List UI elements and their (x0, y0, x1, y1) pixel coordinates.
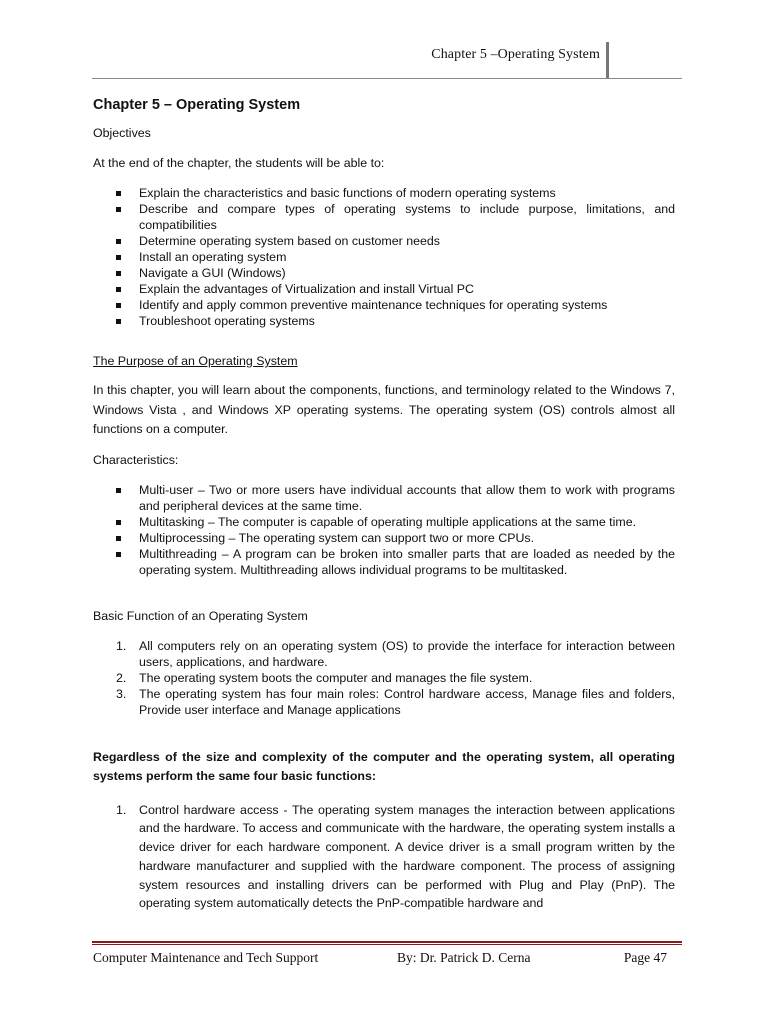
running-header: Chapter 5 –Operating System (431, 47, 600, 62)
list-item: Multi-user – Two or more users have individual accounts that allow them to work with programs and peripheral devices at the same time. (93, 482, 675, 514)
basic-function-list (93, 638, 675, 718)
list-number: 2. (116, 670, 127, 685)
list-item: Troubleshoot operating systems (93, 313, 675, 329)
objectives-intro: At the end of the chapter, the students will be able to: (93, 156, 385, 170)
characteristics-list (93, 482, 675, 578)
list-item: Determine operating system based on customer needs (93, 233, 675, 249)
list-text: Control hardware access - The operating system manages the interaction between applications and the hardware. To access and communicate with the hardware, the operating system installs a device driver for each hardware component. A device driver is a small program written by the hardware manufacturer and supplied with the hardware component. The process of assigning system resources and installing drivers can be performed with Plug and Play (PnP). The operating system automatically detects the PnP-compatible hardware and (139, 802, 675, 911)
list-item: Multithreading – A program can be broken into smaller parts that are loaded as needed by the operating system. Multithreading allows individual programs to be multitasked. (93, 546, 675, 578)
basic-function-heading: Basic Function of an Operating System (93, 608, 308, 623)
footer-course: Computer Maintenance and Tech Support (93, 950, 319, 965)
list-item (93, 670, 675, 686)
list-text: All computers rely on an operating system (OS) to provide the interface for interaction between users, applications, and hardware. (139, 638, 675, 669)
footer-rule (92, 941, 682, 943)
list-item (93, 686, 675, 718)
purpose-paragraph: In this chapter, you will learn about the components, functions, and terminology related to the Windows 7, Windows Vista , and Windows XP operating systems. The operating system (OS) controls almost all functions on a computer. (93, 383, 675, 436)
list-item: Explain the characteristics and basic functions of modern operating systems (93, 185, 675, 201)
list-item (93, 638, 675, 670)
list-item (93, 801, 675, 914)
page-footer (93, 950, 675, 968)
list-item: Install an operating system (93, 249, 675, 265)
header-divider (606, 42, 609, 78)
footer-author: By: Dr. Patrick D. Cerna (397, 950, 531, 965)
page-number: Page 47 (623, 950, 667, 965)
list-text: The operating system has four main roles: Control hardware access, Manage files and folders, Provide user interface and Manage applications (139, 686, 675, 717)
purpose-heading: The Purpose of an Operating System (93, 354, 298, 368)
list-number: 1. (116, 802, 127, 817)
characteristics-label: Characteristics: (93, 452, 179, 467)
list-item: Identify and apply common preventive maintenance techniques for operating systems (93, 297, 675, 313)
page-title: Chapter 5 – Operating System (93, 97, 301, 113)
list-number: 1. (116, 638, 127, 653)
objectives-list (93, 185, 675, 329)
four-functions-intro: Regardless of the size and complexity of the computer and the operating system, all operating systems perform the same four basic functions: (93, 749, 675, 783)
list-item: Multiprocessing – The operating system can support two or more CPUs. (93, 530, 675, 546)
list-item: Describe and compare types of operating systems to include purpose, limitations, and compatibilities (93, 201, 675, 233)
list-number: 3. (116, 686, 127, 701)
four-functions-list (93, 801, 675, 914)
list-item: Explain the advantages of Virtualization and install Virtual PC (93, 281, 675, 297)
objectives-label: Objectives (93, 126, 151, 140)
list-item: Navigate a GUI (Windows) (93, 265, 675, 281)
list-item: Multitasking – The computer is capable of operating multiple applications at the same time. (93, 514, 675, 530)
header-rule (92, 78, 682, 79)
footer-rule-thin (92, 944, 682, 945)
list-text: The operating system boots the computer and manages the file system. (139, 670, 533, 685)
page-body (93, 95, 675, 913)
